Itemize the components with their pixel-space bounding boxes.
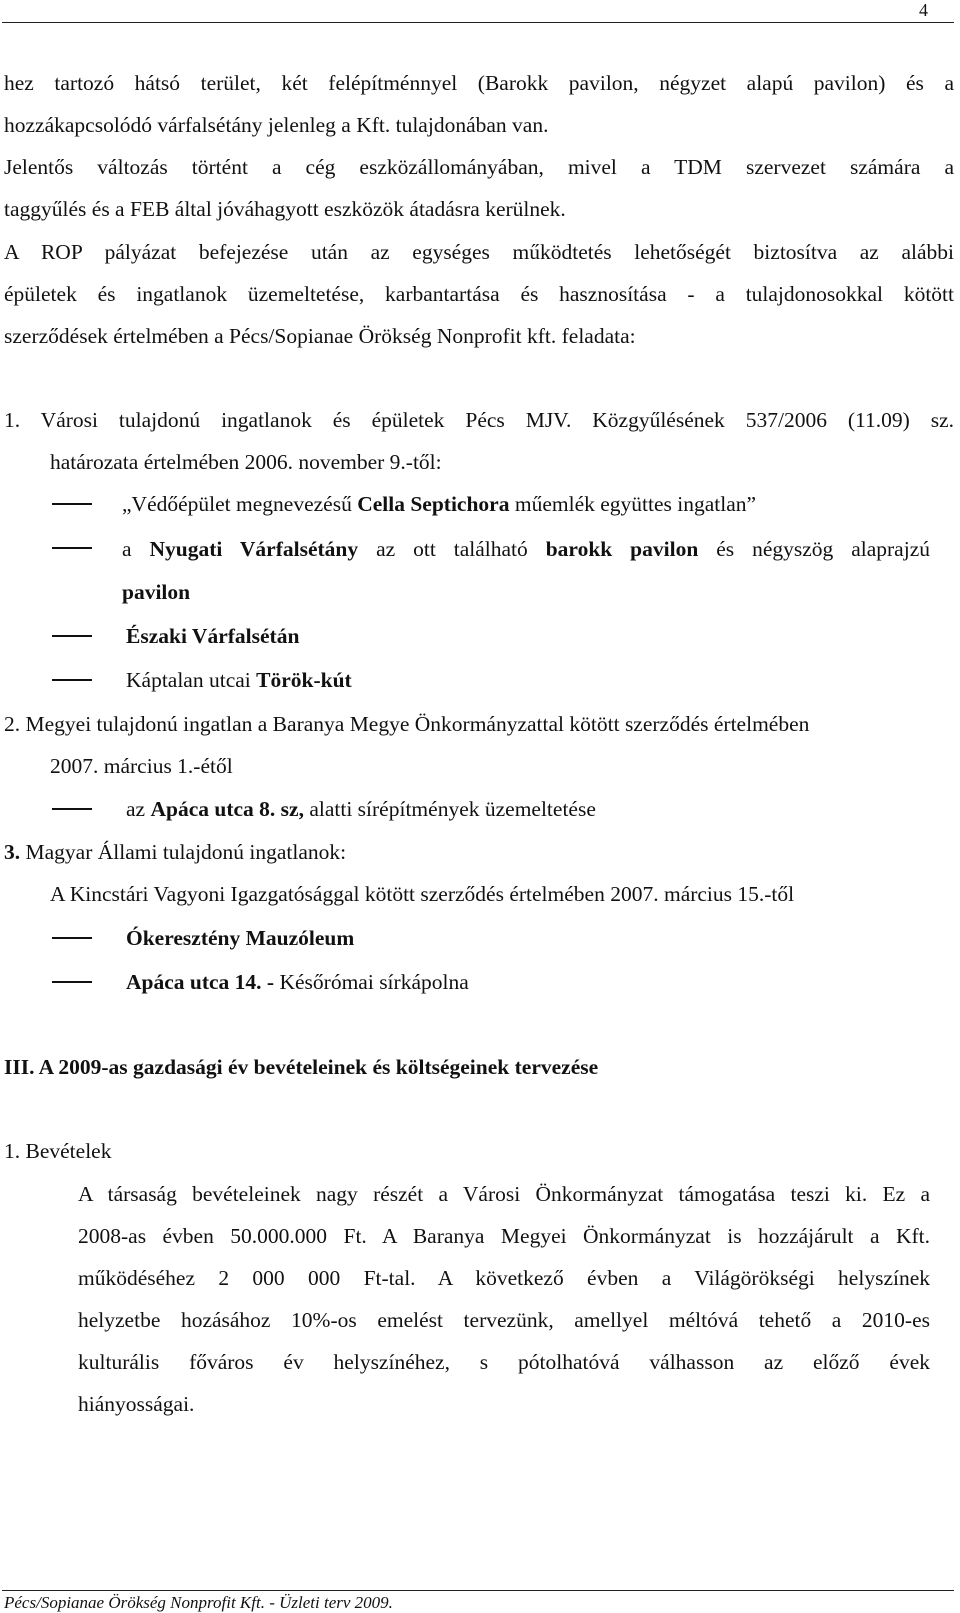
item1-bullet-2: a Nyugati Várfalsétány az ott található barokk pavilon és négyszög alaprajzú	[122, 537, 930, 561]
dash-bullet	[52, 635, 92, 637]
item1-line-1: 1. Városi tulajdonú ingatlanok és épületek Pécs MJV. Közgyűlésének 537/2006 (11.09) sz.	[4, 408, 954, 432]
item3-bullet-2: Apáca utca 14. - Későrómai sírkápolna	[126, 970, 469, 994]
revenue-line-3: működéséhez 2 000 000 Ft-tal. A következő évben a Világörökségi helyszínek	[78, 1266, 930, 1290]
revenue-line-2: 2008-as évben 50.000.000 Ft. A Baranya Megyei Önkormányzat is hozzájárult a Kft.	[78, 1224, 930, 1248]
intro-line-2: hozzákapcsolódó várfalsétány jelenleg a Kft. tulajdonában van.	[4, 113, 549, 137]
revenue-line-4: helyzetbe hozásához 10%-os emelést tervezünk, amellyel méltóvá tehető a 2010-es	[78, 1308, 930, 1332]
intro-line-5: A ROP pályázat befejezése után az egységes működtetés lehetőségét biztosítva az alábbi	[4, 240, 954, 264]
page-footer: Pécs/Sopianae Örökség Nonprofit Kft. - Üzleti terv 2009.	[4, 1593, 393, 1612]
header-rule	[2, 22, 954, 23]
item1-line-2: határozata értelmében 2006. november 9.-től:	[50, 450, 442, 474]
item3-line-1: 3. Magyar Állami tulajdonú ingatlanok:	[4, 840, 347, 864]
dash-bullet	[52, 937, 92, 939]
item3-bullet-1: Ókeresztény Mauzóleum	[126, 926, 355, 950]
item1-bullet-1: „Védőépület megnevezésű Cella Septichora műemlék együttes ingatlan”	[122, 492, 757, 516]
item2-line-2: 2007. március 1.-étől	[50, 754, 233, 778]
item2-bullet-1: az Apáca utca 8. sz, alatti sírépítmények üzemeltetése	[126, 797, 596, 821]
item1-bullet-4: Káptalan utcai Török-kút	[126, 668, 352, 692]
dash-bullet	[52, 547, 92, 549]
revenue-line-1: A társaság bevételeinek nagy részét a Városi Önkormányzat támogatása teszi ki. Ez a	[78, 1182, 930, 1206]
item1-bullet-2-cont: pavilon	[122, 580, 191, 604]
section-heading: III. A 2009-as gazdasági év bevételeinek és költségeinek tervezése	[4, 1055, 599, 1079]
dash-bullet	[52, 808, 92, 810]
dash-bullet	[52, 981, 92, 983]
intro-line-3: Jelentős változás történt a cég eszközállományában, mivel a TDM szervezet számára a	[4, 155, 954, 179]
revenue-heading: 1. Bevételek	[4, 1139, 112, 1163]
intro-line-6: épületek és ingatlanok üzemeltetése, karbantartása és hasznosítása - a tulajdonosokkal kötött	[4, 282, 954, 306]
page-number: 4	[919, 0, 928, 20]
dash-bullet	[52, 503, 92, 505]
item2-line-1: 2. Megyei tulajdonú ingatlan a Baranya Megye Önkormányzattal kötött szerződés értelmében	[4, 712, 810, 736]
intro-line-1: hez tartozó hátsó terület, két felépítménnyel (Barokk pavilon, négyzet alapú pavilon) és a	[4, 71, 954, 95]
footer-rule	[2, 1590, 954, 1591]
item1-bullet-3: Északi Várfalsétán	[126, 624, 300, 648]
dash-bullet	[52, 679, 92, 681]
intro-line-4: taggyűlés és a FEB által jóváhagyott eszközök átadásra kerülnek.	[4, 197, 566, 221]
revenue-line-6: hiányosságai.	[78, 1392, 195, 1416]
item3-line-2: A Kincstári Vagyoni Igazgatósággal kötött szerződés értelmében 2007. március 15.-től	[50, 882, 795, 906]
intro-line-7: szerződések értelmében a Pécs/Sopianae Örökség Nonprofit kft. feladata:	[4, 324, 636, 348]
revenue-line-5: kulturális főváros év helyszínéhez, s pótolhatóvá válhasson az előző évek	[78, 1350, 930, 1374]
